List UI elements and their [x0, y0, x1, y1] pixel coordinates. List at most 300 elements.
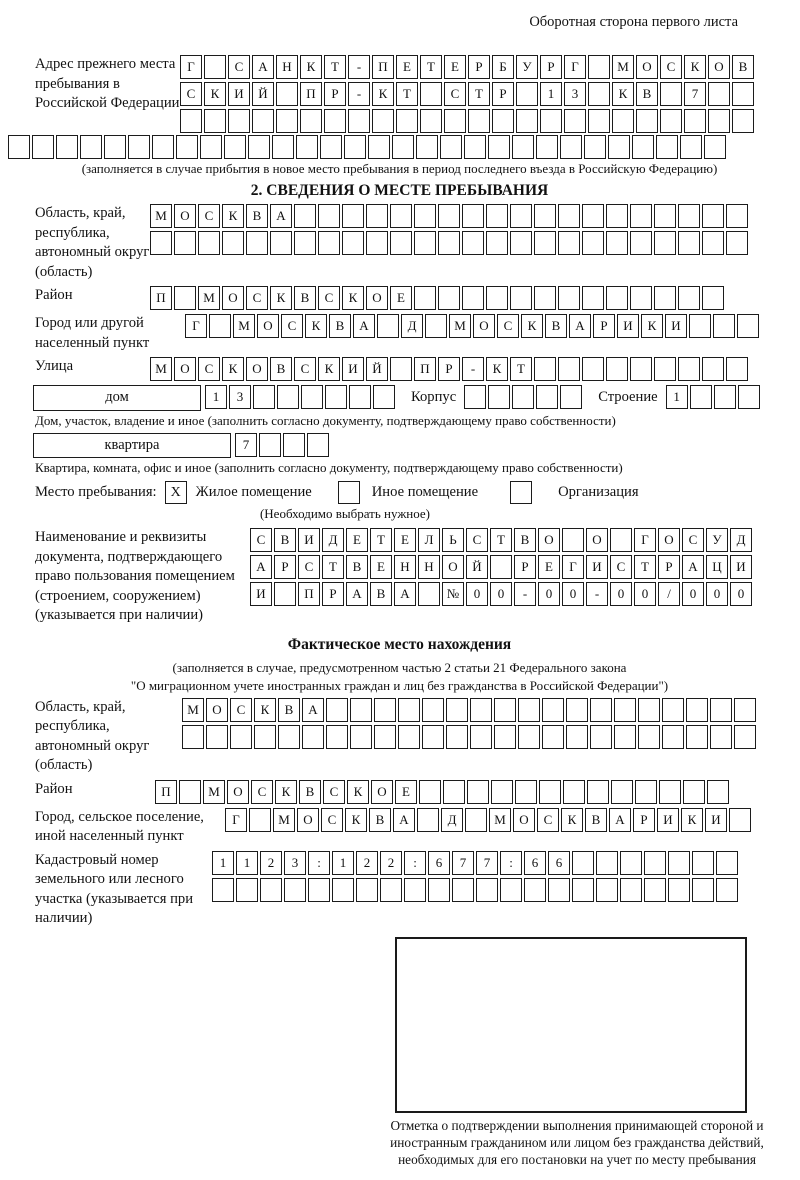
char-cell[interactable]	[308, 878, 330, 902]
char-cell[interactable]	[468, 109, 490, 133]
char-cell[interactable]	[342, 204, 364, 228]
char-cell[interactable]	[684, 109, 706, 133]
char-cell[interactable]	[636, 109, 658, 133]
char-cell[interactable]	[392, 135, 414, 159]
char-cell[interactable]	[654, 357, 676, 381]
char-cell[interactable]: Й	[366, 357, 388, 381]
char-cell[interactable]	[662, 725, 684, 749]
char-cell[interactable]	[612, 109, 634, 133]
char-cell[interactable]	[80, 135, 102, 159]
char-cell[interactable]: К	[612, 82, 634, 106]
char-cell[interactable]	[302, 725, 324, 749]
char-cell[interactable]	[726, 204, 748, 228]
char-cell[interactable]: О	[442, 555, 464, 579]
char-cell[interactable]: Р	[468, 55, 490, 79]
char-cell[interactable]: 0	[730, 582, 752, 606]
char-cell[interactable]	[404, 878, 426, 902]
char-cell[interactable]: К	[342, 286, 364, 310]
char-cell[interactable]	[446, 698, 468, 722]
char-cell[interactable]: Т	[634, 555, 656, 579]
char-cell[interactable]	[660, 82, 682, 106]
char-cell[interactable]: Е	[395, 780, 417, 804]
char-cell[interactable]	[318, 231, 340, 255]
char-cell[interactable]: В	[278, 698, 300, 722]
char-cell[interactable]	[372, 109, 394, 133]
char-cell[interactable]: Г	[225, 808, 247, 832]
char-cell[interactable]: Т	[468, 82, 490, 106]
char-cell[interactable]	[104, 135, 126, 159]
char-cell[interactable]: К	[254, 698, 276, 722]
char-cell[interactable]	[680, 135, 702, 159]
char-cell[interactable]: М	[233, 314, 255, 338]
char-cell[interactable]: 1	[332, 851, 354, 875]
char-cell[interactable]: Т	[490, 528, 512, 552]
char-cell[interactable]	[486, 204, 508, 228]
char-cell[interactable]	[390, 231, 412, 255]
char-cell[interactable]	[614, 725, 636, 749]
char-cell[interactable]: Т	[324, 55, 346, 79]
char-cell[interactable]	[418, 582, 440, 606]
char-cell[interactable]	[587, 780, 609, 804]
char-cell[interactable]: В	[585, 808, 607, 832]
char-cell[interactable]	[630, 286, 652, 310]
char-cell[interactable]	[182, 725, 204, 749]
char-cell[interactable]	[558, 231, 580, 255]
char-cell[interactable]	[259, 433, 281, 457]
char-cell[interactable]: К	[347, 780, 369, 804]
char-cell[interactable]: 3	[229, 385, 251, 409]
char-cell[interactable]: 6	[524, 851, 546, 875]
char-cell[interactable]	[462, 286, 484, 310]
char-cell[interactable]	[678, 231, 700, 255]
char-cell[interactable]: А	[394, 582, 416, 606]
char-cell[interactable]	[668, 878, 690, 902]
char-cell[interactable]	[596, 851, 618, 875]
char-cell[interactable]: Г	[564, 55, 586, 79]
char-cell[interactable]: Н	[276, 55, 298, 79]
char-cell[interactable]: К	[222, 204, 244, 228]
char-cell[interactable]	[350, 725, 372, 749]
char-cell[interactable]: И	[657, 808, 679, 832]
char-cell[interactable]	[224, 135, 246, 159]
char-cell[interactable]: 0	[634, 582, 656, 606]
char-cell[interactable]: Р	[514, 555, 536, 579]
char-cell[interactable]: Р	[658, 555, 680, 579]
char-cell[interactable]	[635, 780, 657, 804]
char-cell[interactable]	[465, 808, 487, 832]
char-cell[interactable]	[417, 808, 439, 832]
char-cell[interactable]	[467, 780, 489, 804]
char-cell[interactable]: К	[275, 780, 297, 804]
char-cell[interactable]	[678, 286, 700, 310]
char-cell[interactable]	[539, 780, 561, 804]
char-cell[interactable]: К	[305, 314, 327, 338]
char-cell[interactable]: П	[372, 55, 394, 79]
char-cell[interactable]: :	[308, 851, 330, 875]
char-cell[interactable]	[659, 780, 681, 804]
char-cell[interactable]: Р	[593, 314, 615, 338]
char-cell[interactable]: К	[372, 82, 394, 106]
char-cell[interactable]	[276, 109, 298, 133]
char-cell[interactable]: 7	[452, 851, 474, 875]
char-cell[interactable]	[500, 878, 522, 902]
char-cell[interactable]	[644, 851, 666, 875]
char-cell[interactable]: А	[346, 582, 368, 606]
char-cell[interactable]	[638, 698, 660, 722]
char-cell[interactable]: С	[318, 286, 340, 310]
char-cell[interactable]: В	[329, 314, 351, 338]
char-cell[interactable]	[558, 357, 580, 381]
char-cell[interactable]	[620, 878, 642, 902]
char-cell[interactable]	[198, 231, 220, 255]
char-cell[interactable]: 0	[538, 582, 560, 606]
char-cell[interactable]: П	[414, 357, 436, 381]
char-cell[interactable]	[668, 851, 690, 875]
char-cell[interactable]: А	[393, 808, 415, 832]
char-cell[interactable]	[690, 385, 712, 409]
char-cell[interactable]: 6	[548, 851, 570, 875]
char-cell[interactable]: О	[513, 808, 535, 832]
char-cell[interactable]: :	[500, 851, 522, 875]
char-cell[interactable]: О	[658, 528, 680, 552]
char-cell[interactable]	[710, 725, 732, 749]
char-cell[interactable]: Т	[420, 55, 442, 79]
char-cell[interactable]: Е	[390, 286, 412, 310]
char-cell[interactable]: 1	[540, 82, 562, 106]
char-cell[interactable]	[326, 725, 348, 749]
char-cell[interactable]: -	[462, 357, 484, 381]
char-cell[interactable]	[614, 698, 636, 722]
char-cell[interactable]: К	[486, 357, 508, 381]
char-cell[interactable]	[726, 357, 748, 381]
char-cell[interactable]	[606, 286, 628, 310]
char-cell[interactable]: К	[641, 314, 663, 338]
char-cell[interactable]: С	[250, 528, 272, 552]
char-cell[interactable]: М	[489, 808, 511, 832]
char-cell[interactable]: :	[404, 851, 426, 875]
char-cell[interactable]	[444, 109, 466, 133]
char-cell[interactable]: В	[370, 582, 392, 606]
char-cell[interactable]: 0	[706, 582, 728, 606]
char-cell[interactable]: 0	[610, 582, 632, 606]
char-cell[interactable]: 2	[356, 851, 378, 875]
char-cell[interactable]	[516, 82, 538, 106]
char-cell[interactable]	[380, 878, 402, 902]
char-cell[interactable]	[438, 204, 460, 228]
char-cell[interactable]	[590, 725, 612, 749]
char-cell[interactable]	[128, 135, 150, 159]
char-cell[interactable]: 3	[564, 82, 586, 106]
char-cell[interactable]	[249, 808, 271, 832]
char-cell[interactable]: М	[612, 55, 634, 79]
stay-type-checkbox-residential[interactable]: X	[165, 481, 187, 504]
char-cell[interactable]: С	[682, 528, 704, 552]
char-cell[interactable]	[563, 780, 585, 804]
char-cell[interactable]: А	[302, 698, 324, 722]
char-cell[interactable]	[438, 231, 460, 255]
char-cell[interactable]: К	[684, 55, 706, 79]
char-cell[interactable]: Т	[322, 555, 344, 579]
char-cell[interactable]: О	[174, 357, 196, 381]
char-cell[interactable]	[737, 314, 759, 338]
char-cell[interactable]: Ь	[442, 528, 464, 552]
char-cell[interactable]: 7	[235, 433, 257, 457]
char-cell[interactable]: С	[294, 357, 316, 381]
char-cell[interactable]: С	[537, 808, 559, 832]
char-cell[interactable]: В	[636, 82, 658, 106]
char-cell[interactable]: 0	[490, 582, 512, 606]
char-cell[interactable]	[654, 286, 676, 310]
char-cell[interactable]: С	[610, 555, 632, 579]
char-cell[interactable]	[420, 82, 442, 106]
char-cell[interactable]: К	[521, 314, 543, 338]
char-cell[interactable]	[200, 135, 222, 159]
char-cell[interactable]: -	[348, 55, 370, 79]
char-cell[interactable]: Ц	[706, 555, 728, 579]
char-cell[interactable]	[683, 780, 705, 804]
char-cell[interactable]	[246, 231, 268, 255]
char-cell[interactable]	[512, 135, 534, 159]
char-cell[interactable]	[318, 204, 340, 228]
char-cell[interactable]: Р	[274, 555, 296, 579]
char-cell[interactable]	[704, 135, 726, 159]
char-cell[interactable]: С	[298, 555, 320, 579]
char-cell[interactable]	[518, 698, 540, 722]
char-cell[interactable]	[606, 357, 628, 381]
char-cell[interactable]	[540, 109, 562, 133]
char-cell[interactable]	[692, 851, 714, 875]
char-cell[interactable]: С	[321, 808, 343, 832]
char-cell[interactable]: О	[227, 780, 249, 804]
char-cell[interactable]	[494, 698, 516, 722]
char-cell[interactable]: С	[444, 82, 466, 106]
stay-type-checkbox-organization[interactable]	[510, 481, 532, 504]
char-cell[interactable]	[518, 725, 540, 749]
char-cell[interactable]	[588, 82, 610, 106]
char-cell[interactable]	[428, 878, 450, 902]
char-cell[interactable]	[464, 385, 486, 409]
char-cell[interactable]: К	[345, 808, 367, 832]
char-cell[interactable]	[416, 135, 438, 159]
char-cell[interactable]	[702, 357, 724, 381]
char-cell[interactable]: Й	[252, 82, 274, 106]
char-cell[interactable]	[510, 231, 532, 255]
char-cell[interactable]	[301, 385, 323, 409]
char-cell[interactable]	[510, 204, 532, 228]
char-cell[interactable]	[486, 286, 508, 310]
char-cell[interactable]	[470, 698, 492, 722]
char-cell[interactable]	[596, 878, 618, 902]
char-cell[interactable]	[212, 878, 234, 902]
char-cell[interactable]: Г	[634, 528, 656, 552]
char-cell[interactable]	[422, 698, 444, 722]
char-cell[interactable]	[710, 698, 732, 722]
char-cell[interactable]: 6	[428, 851, 450, 875]
char-cell[interactable]	[300, 109, 322, 133]
char-cell[interactable]: С	[323, 780, 345, 804]
char-cell[interactable]: 1	[212, 851, 234, 875]
char-cell[interactable]: К	[270, 286, 292, 310]
char-cell[interactable]	[638, 725, 660, 749]
char-cell[interactable]: Т	[370, 528, 392, 552]
char-cell[interactable]	[252, 109, 274, 133]
char-cell[interactable]: И	[730, 555, 752, 579]
char-cell[interactable]	[440, 135, 462, 159]
char-cell[interactable]: Е	[394, 528, 416, 552]
char-cell[interactable]	[572, 878, 594, 902]
char-cell[interactable]: А	[353, 314, 375, 338]
char-cell[interactable]	[228, 109, 250, 133]
char-cell[interactable]	[606, 231, 628, 255]
char-cell[interactable]: О	[206, 698, 228, 722]
char-cell[interactable]	[542, 725, 564, 749]
char-cell[interactable]	[56, 135, 78, 159]
char-cell[interactable]	[660, 109, 682, 133]
char-cell[interactable]: К	[561, 808, 583, 832]
char-cell[interactable]: Д	[730, 528, 752, 552]
char-cell[interactable]: 1	[236, 851, 258, 875]
char-cell[interactable]	[179, 780, 201, 804]
char-cell[interactable]: П	[300, 82, 322, 106]
char-cell[interactable]	[396, 109, 418, 133]
char-cell[interactable]	[610, 528, 632, 552]
char-cell[interactable]: К	[222, 357, 244, 381]
char-cell[interactable]: А	[270, 204, 292, 228]
char-cell[interactable]	[678, 204, 700, 228]
char-cell[interactable]: О	[246, 357, 268, 381]
char-cell[interactable]	[414, 286, 436, 310]
char-cell[interactable]	[654, 204, 676, 228]
char-cell[interactable]	[588, 55, 610, 79]
char-cell[interactable]	[174, 286, 196, 310]
char-cell[interactable]	[326, 698, 348, 722]
char-cell[interactable]	[548, 878, 570, 902]
char-cell[interactable]	[373, 385, 395, 409]
char-cell[interactable]: А	[609, 808, 631, 832]
char-cell[interactable]	[654, 231, 676, 255]
char-cell[interactable]: Д	[322, 528, 344, 552]
char-cell[interactable]: М	[273, 808, 295, 832]
char-cell[interactable]: Т	[396, 82, 418, 106]
char-cell[interactable]	[324, 109, 346, 133]
char-cell[interactable]: Б	[492, 55, 514, 79]
char-cell[interactable]: С	[198, 357, 220, 381]
char-cell[interactable]: №	[442, 582, 464, 606]
char-cell[interactable]	[588, 109, 610, 133]
char-cell[interactable]	[534, 286, 556, 310]
char-cell[interactable]: К	[318, 357, 340, 381]
char-cell[interactable]	[510, 286, 532, 310]
char-cell[interactable]: 1	[666, 385, 688, 409]
char-cell[interactable]	[582, 286, 604, 310]
char-cell[interactable]	[560, 385, 582, 409]
char-cell[interactable]: И	[228, 82, 250, 106]
char-cell[interactable]	[689, 314, 711, 338]
char-cell[interactable]: О	[538, 528, 560, 552]
char-cell[interactable]: 2	[260, 851, 282, 875]
char-cell[interactable]: А	[569, 314, 591, 338]
char-cell[interactable]	[446, 725, 468, 749]
char-cell[interactable]	[582, 357, 604, 381]
char-cell[interactable]: О	[473, 314, 495, 338]
char-cell[interactable]	[230, 725, 252, 749]
char-cell[interactable]: О	[708, 55, 730, 79]
char-cell[interactable]	[582, 204, 604, 228]
char-cell[interactable]: И	[250, 582, 272, 606]
char-cell[interactable]: М	[150, 357, 172, 381]
char-cell[interactable]: Р	[492, 82, 514, 106]
char-cell[interactable]	[283, 433, 305, 457]
char-cell[interactable]: А	[250, 555, 272, 579]
char-cell[interactable]: И	[586, 555, 608, 579]
char-cell[interactable]	[374, 698, 396, 722]
char-cell[interactable]: О	[636, 55, 658, 79]
char-cell[interactable]: 3	[284, 851, 306, 875]
char-cell[interactable]: С	[466, 528, 488, 552]
char-cell[interactable]: И	[705, 808, 727, 832]
char-cell[interactable]	[566, 725, 588, 749]
char-cell[interactable]	[274, 582, 296, 606]
char-cell[interactable]	[209, 314, 231, 338]
char-cell[interactable]	[686, 725, 708, 749]
char-cell[interactable]: -	[514, 582, 536, 606]
char-cell[interactable]	[374, 725, 396, 749]
char-cell[interactable]	[582, 231, 604, 255]
char-cell[interactable]	[644, 878, 666, 902]
char-cell[interactable]	[732, 82, 754, 106]
char-cell[interactable]: О	[297, 808, 319, 832]
char-cell[interactable]: Е	[396, 55, 418, 79]
char-cell[interactable]	[702, 204, 724, 228]
char-cell[interactable]: В	[732, 55, 754, 79]
char-cell[interactable]	[729, 808, 751, 832]
char-cell[interactable]	[464, 135, 486, 159]
char-cell[interactable]	[702, 231, 724, 255]
char-cell[interactable]	[590, 698, 612, 722]
char-cell[interactable]	[534, 204, 556, 228]
char-cell[interactable]	[206, 725, 228, 749]
char-cell[interactable]: С	[497, 314, 519, 338]
char-cell[interactable]: В	[270, 357, 292, 381]
char-cell[interactable]	[476, 878, 498, 902]
char-cell[interactable]	[204, 55, 226, 79]
char-cell[interactable]	[611, 780, 633, 804]
char-cell[interactable]	[542, 698, 564, 722]
char-cell[interactable]: В	[545, 314, 567, 338]
char-cell[interactable]: В	[346, 555, 368, 579]
char-cell[interactable]	[558, 286, 580, 310]
char-cell[interactable]	[452, 878, 474, 902]
char-cell[interactable]: С	[180, 82, 202, 106]
char-cell[interactable]	[253, 385, 275, 409]
char-cell[interactable]: 7	[476, 851, 498, 875]
char-cell[interactable]: Д	[401, 314, 423, 338]
char-cell[interactable]: С	[246, 286, 268, 310]
char-cell[interactable]	[344, 135, 366, 159]
char-cell[interactable]	[630, 357, 652, 381]
char-cell[interactable]: Л	[418, 528, 440, 552]
char-cell[interactable]: Е	[538, 555, 560, 579]
char-cell[interactable]: С	[251, 780, 273, 804]
char-cell[interactable]: 2	[380, 851, 402, 875]
char-cell[interactable]	[342, 231, 364, 255]
char-cell[interactable]	[734, 725, 756, 749]
char-cell[interactable]: В	[369, 808, 391, 832]
char-cell[interactable]	[180, 109, 202, 133]
char-cell[interactable]: Е	[346, 528, 368, 552]
char-cell[interactable]	[707, 780, 729, 804]
char-cell[interactable]: О	[371, 780, 393, 804]
